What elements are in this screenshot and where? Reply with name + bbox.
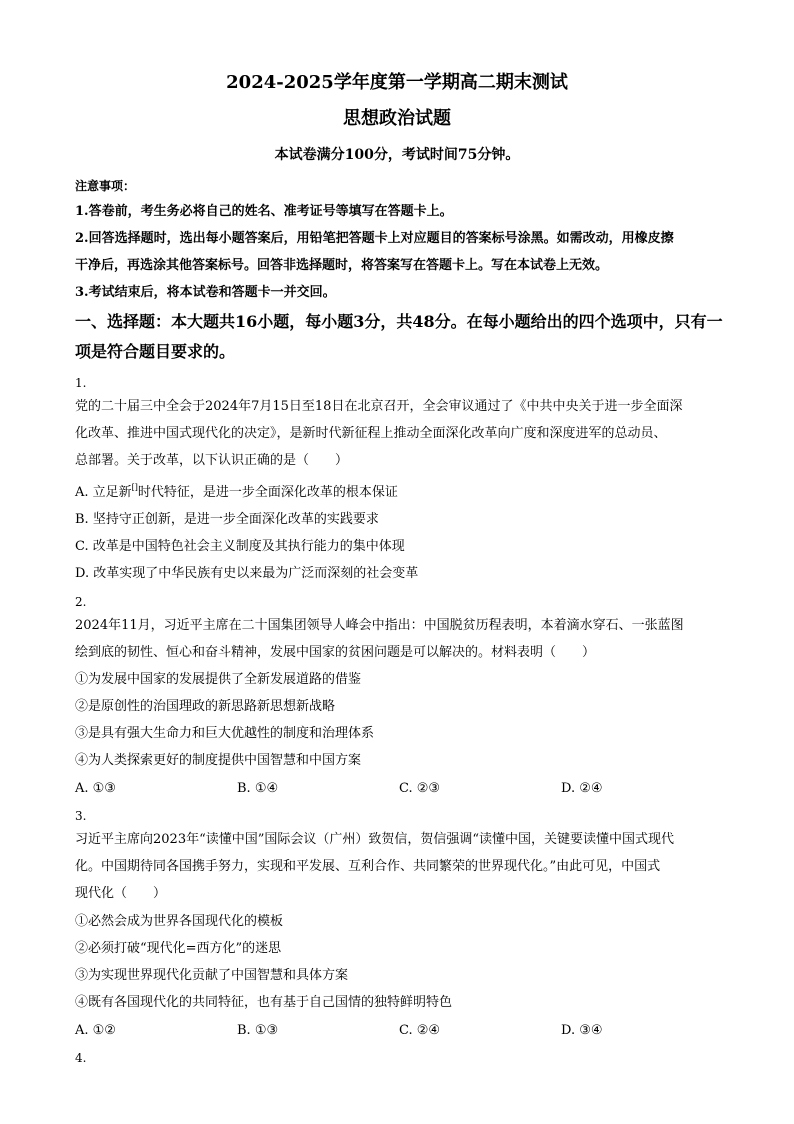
q2-option-d: D. ②④ (561, 781, 603, 796)
question-number-3: 3. (75, 809, 87, 823)
notes-heading: 注意事项： (75, 179, 136, 193)
q2-option-c: C. ②③ (399, 781, 441, 796)
q2-stem-line2: 绘到底的韧性、恒心和奋斗精神，发展中国家的贫困问题是可以解决的。材料表明（ ） (75, 645, 596, 660)
question-number-2: 2. (75, 595, 87, 609)
q3-option-c: C. ②④ (399, 1023, 441, 1038)
q2-option-a: A. ①③ (75, 781, 116, 796)
q1-option-d: D. 改革实现了中华民族有史以来最为广泛而深刻的社会变革 (75, 566, 419, 581)
footnote-mark: [] (131, 483, 138, 492)
section-heading-line2: 项是符合题目要求的。 (75, 342, 236, 361)
q3-option-d: D. ③④ (561, 1023, 603, 1038)
section-heading-line1: 一、选择题：本大题共16小题，每小题3分，共48分。在每小题给出的四个选项中，只有一 (75, 312, 723, 331)
exam-subject: 思想政治试题 (343, 108, 451, 129)
q3-option-b: B. ①③ (237, 1023, 279, 1038)
q2-statement-2: ②是原创性的治国理政的新思路新思想新战略 (75, 699, 336, 714)
q1-option-c: C. 改革是中国特色社会主义制度及其执行能力的集中体现 (75, 539, 405, 554)
notes-item-2b: 干净后，再选涂其他答案标号。回答非选择题时，将答案写在答题卡上。写在本试卷上无效。 (75, 258, 609, 273)
q3-option-a: A. ①② (75, 1023, 116, 1038)
q3-statement-3: ③为实现世界现代化贡献了中国智慧和具体方案 (75, 968, 349, 983)
q3-statement-2: ②必须打破“现代化=西方化”的迷思 (75, 941, 282, 956)
q1-option-a-pre: A. 立足新 (75, 485, 132, 500)
q1-stem-line1: 党的二十届三中全会于2024年7月15日至18日在北京召开，全会审议通过了《中共中央关于进一步全面深 (75, 399, 683, 414)
notes-item-3: 3.考试结束后，将本试卷和答题卡一并交回。 (75, 285, 336, 300)
q2-option-b: B. ①④ (237, 781, 279, 796)
q1-stem-line2: 化改革、推进中国式现代化的决定》，是新时代新征程上推动全面深化改革向广度和深度进军的总动员、 (75, 426, 667, 441)
exam-info: 本试卷满分100分，考试时间75分钟。 (274, 147, 520, 163)
question-number-4: 4. (75, 1051, 87, 1065)
q1-option-a-post: 时代特征，是进一步全面深化改革的根本保证 (137, 485, 398, 500)
q2-statement-4: ④为人类探索更好的制度提供中国智慧和中国方案 (75, 753, 362, 768)
q2-stem-line1: 2024年11月，习近平主席在二十国集团领导人峰会中指出：中国脱贫历程表明，本着滴水穿石、一张蓝图 (75, 618, 684, 633)
q3-stem-line2: 化。中国期待同各国携手努力，实现和平发展、互利合作、共同繁荣的世界现代化。”由此可见，中国式 (75, 859, 661, 874)
q3-statement-1: ①必然会成为世界各国现代化的模板 (75, 914, 284, 929)
q2-statement-3: ③是具有强大生命力和巨大优越性的制度和治理体系 (75, 726, 375, 741)
q1-option-b: B. 坚持守正创新，是进一步全面深化改革的实践要求 (75, 512, 379, 527)
question-number-1: 1. (75, 376, 87, 390)
q1-stem-line3: 总部署。关于改革，以下认识正确的是（ ） (75, 453, 349, 468)
q3-stem-line1: 习近平主席向2023年“读懂中国”国际会议（广州）致贺信，贺信强调“读懂中国，关键要读懂中国式现代 (75, 832, 675, 847)
exam-title: 2024-2025学年度第一学期高二期末测试 (226, 72, 568, 93)
notes-item-1: 1.答卷前，考生务必将自己的姓名、准考证号等填写在答题卡上。 (75, 204, 453, 219)
q2-statement-1: ①为发展中国家的发展提供了全新发展道路的借鉴 (75, 672, 362, 687)
q1-option-a (75, 484, 725, 502)
notes-item-2a: 2.回答选择题时，选出每小题答案后，用铅笔把答题卡上对应题目的答案标号涂黑。如需改动，用橡皮擦 (75, 231, 674, 246)
q3-stem-line3: 现代化（ ） (75, 886, 167, 901)
q3-statement-4: ④既有各国现代化的共同特征，也有基于自己国情的独特鲜明特色 (75, 995, 453, 1010)
